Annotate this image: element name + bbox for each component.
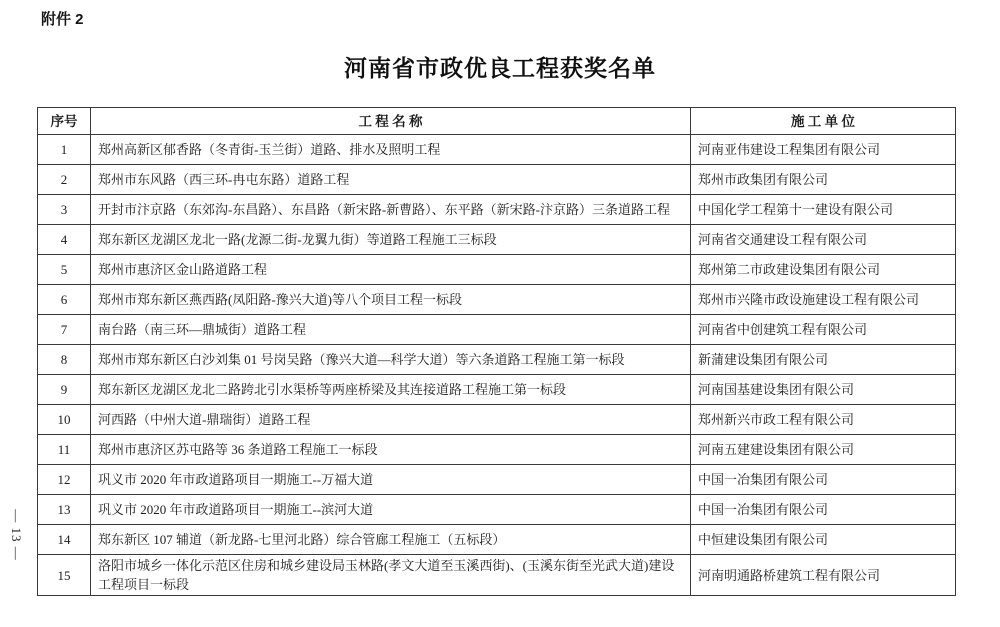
row-number-cell: 2 (38, 165, 91, 195)
awards-table (37, 107, 956, 596)
row-number-cell: 8 (38, 345, 91, 375)
project-name-cell: 郑州高新区郁香路（冬青街-玉兰街）道路、排水及照明工程 (91, 135, 691, 165)
row-number-cell: 13 (38, 495, 91, 525)
table-body (38, 135, 956, 596)
project-name-cell: 郑州市惠济区金山路道路工程 (91, 255, 691, 285)
table-row (38, 345, 956, 375)
table-row (38, 285, 956, 315)
row-number-cell: 6 (38, 285, 91, 315)
project-name-cell: 郑东新区 107 辅道（新龙路-七里河北路）综合管廊工程施工（五标段） (91, 525, 691, 555)
project-name-cell: 郑州市郑东新区燕西路(凤阳路-豫兴大道)等八个项目工程一标段 (91, 285, 691, 315)
project-name-cell: 郑州市惠济区苏屯路等 36 条道路工程施工一标段 (91, 435, 691, 465)
construction-unit-cell: 新蒲建设集团有限公司 (691, 345, 956, 375)
table-row (38, 375, 956, 405)
construction-unit-cell: 中恒建设集团有限公司 (691, 525, 956, 555)
project-name-cell: 郑州市东风路（西三环-冉屯东路）道路工程 (91, 165, 691, 195)
table-header (38, 108, 956, 135)
table-row (38, 165, 956, 195)
col-header-no: 序号 (38, 108, 91, 135)
table-row (38, 195, 956, 225)
construction-unit-cell: 中国化学工程第十一建设有限公司 (691, 195, 956, 225)
project-name-cell: 开封市汴京路（东郊沟-东昌路）、东昌路（新宋路-新曹路）、东平路（新宋路-汴京路）三条道路工程 (91, 195, 691, 225)
row-number-cell: 15 (38, 555, 91, 596)
col-header-construction-unit: 施 工 单 位 (691, 108, 956, 135)
project-name-cell: 郑东新区龙湖区龙北一路(龙源二街-龙翼九街）等道路工程施工三标段 (91, 225, 691, 255)
row-number-cell: 11 (38, 435, 91, 465)
table-row (38, 555, 956, 596)
construction-unit-cell: 郑州第二市政建设集团有限公司 (691, 255, 956, 285)
project-name-cell: 河西路（中州大道-鼎瑞街）道路工程 (91, 405, 691, 435)
table-row (38, 465, 956, 495)
header-row (38, 108, 956, 135)
table-row (38, 525, 956, 555)
project-name-cell: 郑东新区龙湖区龙北二路跨北引水渠桥等两座桥梁及其连接道路工程施工第一标段 (91, 375, 691, 405)
row-number-cell: 1 (38, 135, 91, 165)
construction-unit-cell: 河南国基建设集团有限公司 (691, 375, 956, 405)
construction-unit-cell: 郑州新兴市政工程有限公司 (691, 405, 956, 435)
construction-unit-cell: 河南五建建设集团有限公司 (691, 435, 956, 465)
table-row (38, 135, 956, 165)
construction-unit-cell: 河南明通路桥建筑工程有限公司 (691, 555, 956, 596)
row-number-cell: 4 (38, 225, 91, 255)
construction-unit-cell: 河南省中创建筑工程有限公司 (691, 315, 956, 345)
col-header-project-name: 工 程 名 称 (91, 108, 691, 135)
row-number-cell: 5 (38, 255, 91, 285)
construction-unit-cell: 中国一冶集团有限公司 (691, 495, 956, 525)
table-row (38, 495, 956, 525)
construction-unit-cell: 河南省交通建设工程有限公司 (691, 225, 956, 255)
page-number: — 13 — (9, 509, 24, 561)
row-number-cell: 9 (38, 375, 91, 405)
row-number-cell: 10 (38, 405, 91, 435)
table-row (38, 225, 956, 255)
construction-unit-cell: 河南亚伟建设工程集团有限公司 (691, 135, 956, 165)
project-name-cell: 巩义市 2020 年市政道路项目一期施工--万福大道 (91, 465, 691, 495)
construction-unit-cell: 郑州市兴隆市政设施建设工程有限公司 (691, 285, 956, 315)
project-name-cell: 洛阳市城乡一体化示范区住房和城乡建设局玉林路(孝文大道至玉溪西街)、(玉溪东街至光武大道)建设工程项目一标段 (91, 555, 691, 596)
row-number-cell: 14 (38, 525, 91, 555)
row-number-cell: 12 (38, 465, 91, 495)
construction-unit-cell: 郑州市政集团有限公司 (691, 165, 956, 195)
construction-unit-cell: 中国一冶集团有限公司 (691, 465, 956, 495)
table-row (38, 255, 956, 285)
table-row (38, 405, 956, 435)
table-row (38, 435, 956, 465)
project-name-cell: 郑州市郑东新区白沙刘集 01 号岗吴路（豫兴大道—科学大道）等六条道路工程施工第一标段 (91, 345, 691, 375)
page-title: 河南省市政优良工程获奖名单 (344, 55, 656, 81)
project-name-cell: 巩义市 2020 年市政道路项目一期施工--滨河大道 (91, 495, 691, 525)
row-number-cell: 3 (38, 195, 91, 225)
row-number-cell: 7 (38, 315, 91, 345)
attachment-label: 附件 2 (41, 11, 84, 28)
table-row (38, 315, 956, 345)
project-name-cell: 南台路（南三环—鼎城街）道路工程 (91, 315, 691, 345)
